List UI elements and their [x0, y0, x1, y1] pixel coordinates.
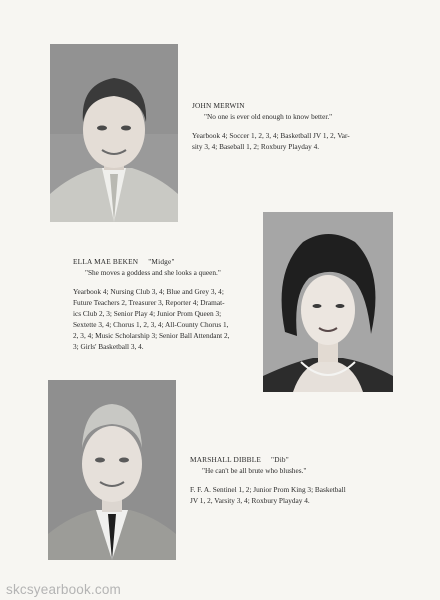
activity-line: Future Teachers 2, Treasurer 3, Reporter 4; Dramat-: [73, 298, 225, 307]
senior-nickname: "Midge": [148, 257, 175, 266]
activity-line: 2, 3, 4; Music Scholarship 3; Senior Ball Attendant 2,: [73, 331, 230, 340]
activity-line: Yearbook 4; Nursing Club 3, 4; Blue and Grey 3, 4;: [73, 287, 224, 296]
activity-line: 3; Girls' Basketball 3, 4.: [73, 342, 144, 351]
senior-name-line: [190, 454, 410, 465]
senior-quote: "She moves a goddess and she looks a queen.": [85, 268, 221, 277]
senior-name: ELLA MAE BEKEN: [73, 257, 139, 266]
portrait-photo-john-merwin: [50, 44, 178, 222]
senior-quote: "He can't be all brute who blushes.": [202, 466, 307, 475]
senior-activities: [190, 484, 410, 506]
activity-line: sity 3, 4; Baseball 1, 2; Roxbury Playday 4.: [192, 142, 320, 151]
portrait-photo-marshall-dibble: [48, 380, 176, 560]
senior-entry-ella-mae-beken: [73, 256, 259, 352]
senior-name-line: [73, 256, 259, 267]
senior-activities: [73, 286, 259, 352]
senior-activities: [192, 130, 406, 152]
activity-line: Yearbook 4; Soccer 1, 2, 3, 4; Basketball JV 1, 2, Var-: [192, 131, 350, 140]
senior-entry-john-merwin: [192, 100, 406, 152]
activity-line: Sextette 3, 4; Chorus 1, 2, 3, 4; All-County Chorus 1,: [73, 320, 229, 329]
senior-name: JOHN MERWIN: [192, 101, 245, 110]
activity-line: F. F. A. Sentinel 1, 2; Junior Prom King 3; Basketball: [190, 485, 346, 494]
senior-entry-marshall-dibble: [190, 454, 410, 506]
activity-line: ics Club 2, 3; Senior Play 4; Junior Prom Queen 3;: [73, 309, 222, 318]
activity-line: JV 1, 2, Varsity 3, 4; Roxbury Playday 4.: [190, 496, 310, 505]
senior-nickname: "Dib": [271, 455, 289, 464]
senior-name: MARSHALL DIBBLE: [190, 455, 262, 464]
portrait-photo-ella-mae-beken: [263, 212, 393, 392]
site-watermark: skcsyearbook.com: [6, 582, 121, 597]
senior-quote: "No one is ever old enough to know better.": [204, 112, 333, 121]
